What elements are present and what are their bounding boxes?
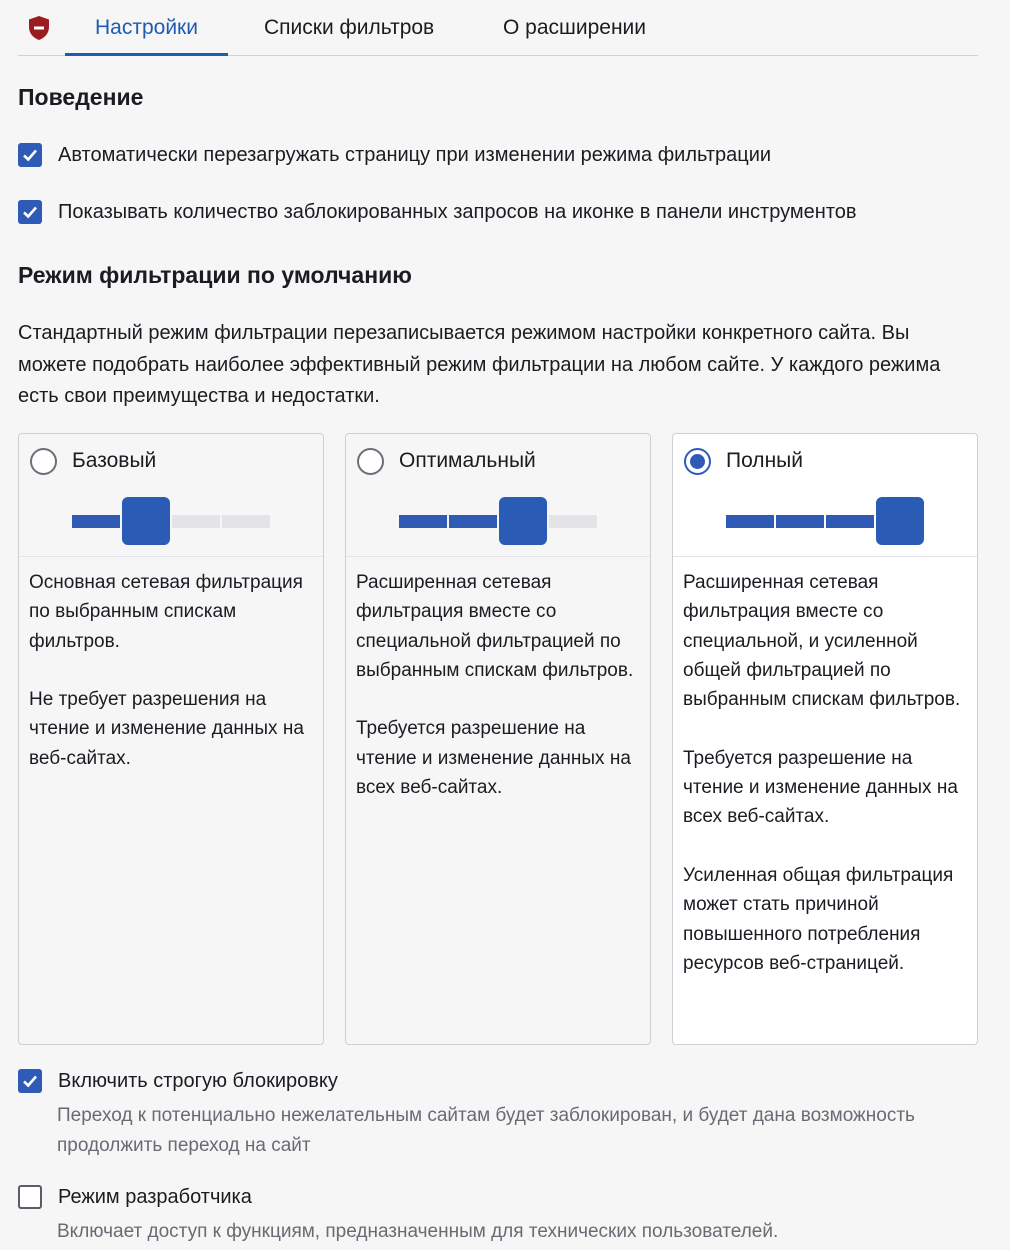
mode-complete-text-1: Расширенная сетевая фильтрация вместе со специальной, и усиленной общей фильтрацией по выбранным спискам фильтров. xyxy=(683,572,961,711)
shield-logo-icon xyxy=(28,15,50,41)
mode-complete-text-2: Требуется разрешение на чтение и изменение данных на всех веб-сайтах. xyxy=(683,747,958,828)
mode-optimal-radio[interactable] xyxy=(357,448,384,475)
checkmark-icon xyxy=(21,146,39,164)
mode-basic-description xyxy=(19,557,323,773)
tab-about[interactable]: О расширении xyxy=(503,16,647,39)
strict-block-option[interactable] xyxy=(18,1069,338,1093)
mode-card-header xyxy=(19,434,323,557)
mode-card-basic[interactable] xyxy=(18,433,324,1045)
mode-complete-description xyxy=(673,557,977,978)
auto-reload-label: Автоматически перезагружать страницу при изменении режима фильтрации xyxy=(58,143,772,166)
mode-basic-title: Базовый xyxy=(72,449,157,472)
level-knob xyxy=(122,497,170,545)
mode-optimal-description xyxy=(346,557,650,802)
behavior-heading: Поведение xyxy=(18,84,144,110)
filtering-mode-heading: Режим фильтрации по умолчанию xyxy=(18,262,412,288)
mode-basic-radio[interactable] xyxy=(30,448,57,475)
tab-bar xyxy=(18,0,978,56)
show-count-option[interactable] xyxy=(18,200,857,224)
auto-reload-option[interactable] xyxy=(18,143,771,167)
mode-basic-text-2: Не требует разрешения на чтение и изменение данных на веб-сайтах. xyxy=(29,689,304,769)
mode-card-complete[interactable] xyxy=(672,433,978,1045)
mode-complete-title: Полный xyxy=(726,449,803,472)
mode-optimal-title: Оптимальный xyxy=(399,449,536,472)
developer-mode-option[interactable] xyxy=(18,1185,252,1209)
developer-mode-checkbox[interactable] xyxy=(18,1185,42,1209)
mode-optimal-text-1: Расширенная сетевая фильтрация вместе со специальной фильтрацией по выбранным спискам фильтров. xyxy=(356,572,634,681)
filtering-mode-description: Стандартный режим фильтрации перезаписывается режимом настройки конкретного сайта. Вы можете подобрать наиболее эффективный режим фильтрации на любом сайте. У каждого режима есть свои преимущества и недостатки. xyxy=(18,322,941,407)
mode-complete-text-3: Усиленная общая фильтрация может стать причиной повышенного потребления ресурсов веб-страницей. xyxy=(683,864,954,974)
mode-optimal-level-indicator xyxy=(399,497,599,545)
mode-basic-text-1: Основная сетевая фильтрация по выбранным спискам фильтров. xyxy=(29,572,303,652)
mode-card-header xyxy=(346,434,650,557)
developer-mode-hint: Включает доступ к функциям, предназначенным для технических пользователей. xyxy=(57,1221,779,1242)
show-count-checkbox[interactable] xyxy=(18,200,42,224)
level-knob xyxy=(499,497,547,545)
mode-card-header xyxy=(673,434,977,557)
developer-mode-label: Режим разработчика xyxy=(58,1185,252,1208)
mode-complete-radio[interactable] xyxy=(684,448,711,475)
mode-optimal-text-2: Требуется разрешение на чтение и изменение данных на всех веб-сайтах. xyxy=(356,718,631,799)
strict-block-label: Включить строгую блокировку xyxy=(58,1069,338,1092)
strict-block-hint: Переход к потенциально нежелательным сайтам будет заблокирован, и будет дана возможность продолжить переход на сайт xyxy=(57,1105,915,1156)
auto-reload-checkbox[interactable] xyxy=(18,143,42,167)
show-count-label: Показывать количество заблокированных запросов на иконке в панели инструментов xyxy=(58,200,857,223)
mode-complete-level-indicator xyxy=(726,497,926,545)
level-knob xyxy=(876,497,924,545)
strict-block-checkbox[interactable] xyxy=(18,1069,42,1093)
mode-basic-level-indicator xyxy=(72,497,272,545)
checkmark-icon xyxy=(21,203,39,221)
tab-settings[interactable]: Настройки xyxy=(65,0,228,56)
mode-card-optimal[interactable] xyxy=(345,433,651,1045)
tab-filter-lists[interactable]: Списки фильтров xyxy=(264,16,435,39)
checkmark-icon xyxy=(21,1072,39,1090)
